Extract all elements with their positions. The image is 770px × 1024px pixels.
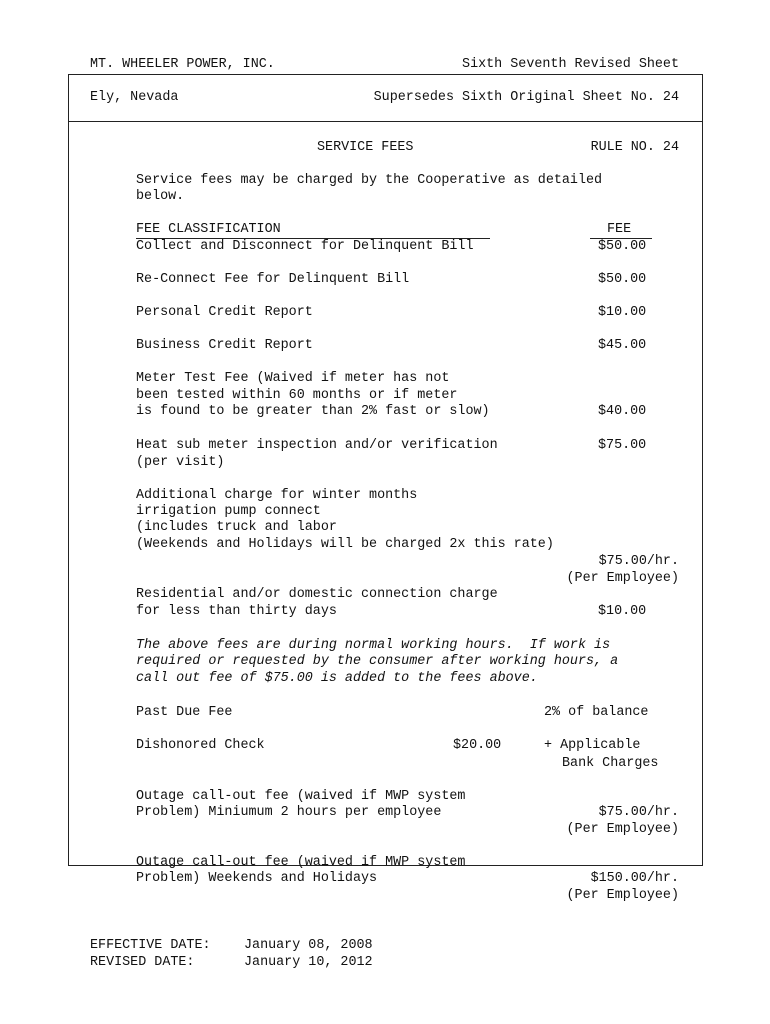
fee-row-residential-value: $10.00: [598, 604, 647, 619]
effective-date-label: EFFECTIVE DATE:: [90, 938, 211, 953]
fee-row-business-credit-label: Business Credit Report: [136, 338, 313, 353]
fee-row-personal-credit-label: Personal Credit Report: [136, 305, 313, 320]
sheet-label: Sixth Seventh Revised Sheet: [462, 57, 679, 72]
after-hours-note-line-3: call out fee of $75.00 is added to the fees above.: [136, 671, 538, 686]
fee-row-winter-line-3: (includes truck and labor: [136, 520, 337, 535]
box-top-border: [68, 74, 703, 75]
location: Ely, Nevada: [90, 90, 179, 105]
fee-row-personal-credit-value: $10.00: [598, 305, 647, 320]
fee-row-outage-weekend-unit: (Per Employee): [566, 888, 679, 903]
fee-row-meter-test-value: $40.00: [598, 404, 647, 419]
intro-line-2: below.: [136, 189, 185, 204]
fee-row-winter-value: $75.00/hr.: [598, 554, 679, 569]
fee-row-collect-value: $50.00: [598, 239, 647, 254]
fee-classification-header: FEE CLASSIFICATION: [136, 222, 281, 237]
fee-row-dishonored-label: Dishonored Check: [136, 738, 265, 753]
company-name: MT. WHEELER POWER, INC.: [90, 57, 275, 72]
fee-row-collect-label: Collect and Disconnect for Delinquent Bill: [136, 239, 474, 254]
fee-row-residential-line-1: Residential and/or domestic connection charge: [136, 587, 498, 602]
fee-row-winter-line-2: irrigation pump connect: [136, 504, 321, 519]
fee-row-outage-weekend-line-2: Problem) Weekends and Holidays: [136, 871, 378, 886]
fee-row-meter-test-line-1: Meter Test Fee (Waived if meter has not: [136, 371, 450, 386]
fee-row-outage-line-1: Outage call-out fee (waived if MWP system: [136, 789, 466, 804]
fee-row-past-due-value: 2% of balance: [544, 705, 649, 720]
fee-row-outage-unit: (Per Employee): [566, 822, 679, 837]
fee-row-outage-weekend-line-1: Outage call-out fee (waived if MWP system: [136, 855, 466, 870]
revised-date-label: REVISED DATE:: [90, 955, 195, 970]
box-right-border: [702, 74, 703, 866]
after-hours-note-line-2: required or requested by the consumer after working hours, a: [136, 654, 619, 669]
fee-row-winter-line-4: (Weekends and Holidays will be charged 2x this rate): [136, 537, 554, 552]
fee-row-outage-weekend-value: $150.00/hr.: [590, 871, 679, 886]
rule-number: RULE NO. 24: [590, 140, 679, 155]
fee-row-past-due-label: Past Due Fee: [136, 705, 233, 720]
supersedes-label: Supersedes Sixth Original Sheet No. 24: [373, 90, 679, 105]
revised-date-value: January 10, 2012: [244, 955, 373, 970]
fee-row-winter-unit: (Per Employee): [566, 571, 679, 586]
fee-row-outage-line-2: Problem) Miniumum 2 hours per employee: [136, 805, 442, 820]
fee-row-reconnect-label: Re-Connect Fee for Delinquent Bill: [136, 272, 410, 287]
fee-row-dishonored-extra-1: + Applicable: [544, 738, 641, 753]
fee-row-business-credit-value: $45.00: [598, 338, 647, 353]
fee-row-heat-sub-line-2: (per visit): [136, 455, 225, 470]
fee-row-residential-line-2: for less than thirty days: [136, 604, 337, 619]
box-divider: [68, 121, 703, 122]
fee-row-dishonored-amount: $20.00: [453, 738, 502, 753]
fee-header: FEE: [607, 222, 632, 237]
intro-line-1: Service fees may be charged by the Cooperative as detailed: [136, 173, 603, 188]
fee-row-outage-value: $75.00/hr.: [598, 805, 679, 820]
fee-row-dishonored-extra-2: Bank Charges: [562, 756, 659, 771]
fee-row-heat-sub-value: $75.00: [598, 438, 647, 453]
section-title: SERVICE FEES: [317, 140, 414, 155]
fee-row-meter-test-line-3: is found to be greater than 2% fast or slow): [136, 404, 490, 419]
fee-row-heat-sub-line-1: Heat sub meter inspection and/or verification: [136, 438, 498, 453]
fee-row-reconnect-value: $50.00: [598, 272, 647, 287]
box-left-border: [68, 74, 69, 866]
fee-row-meter-test-line-2: been tested within 60 months or if meter: [136, 388, 458, 403]
effective-date-value: January 08, 2008: [244, 938, 373, 953]
after-hours-note-line-1: The above fees are during normal working hours. If work is: [136, 638, 611, 653]
fee-row-winter-line-1: Additional charge for winter months: [136, 488, 418, 503]
